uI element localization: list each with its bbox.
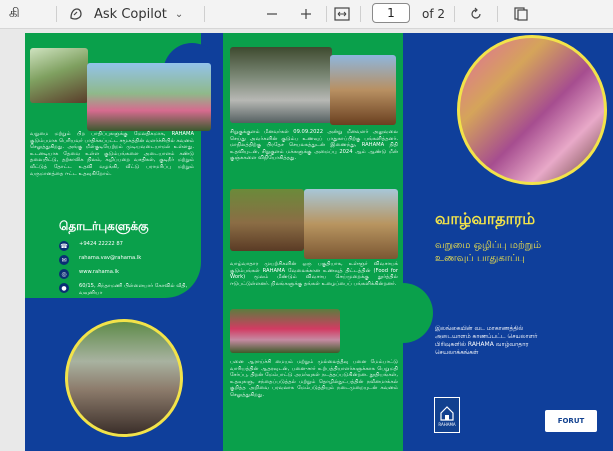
- page-total: [422, 0, 445, 28]
- zoom-out-button[interactable]: [264, 0, 280, 28]
- contact-email: rahama.vav@rahama.lk: [79, 255, 142, 261]
- panel2-paragraph-1: சிறுகுக்குளம் மீனவர்கள் 09.09.2022 அன்று மீனவளர் அலுவலை செய்து அவர்களின் குடும்ப உணவுப் பாதுகாப்பிற்கு பங்களித்தனர். மாநிலத்திற்கு பிரதேச செயலகத்துடன் இணைந்து, RAHAMA நிதி உதவியுடன், சிறுகுளம் மக்களுக்கு அமைப்பு 2024 ஆம் ஆண்டு மீன் குஞ்சுகளை விநியோகித்தது.: [230, 129, 398, 162]
- subtitle-line-2: உணவுப் பாதுகாப்பு: [435, 253, 525, 264]
- page-number-input[interactable]: [372, 3, 410, 23]
- panel1-paragraph: வறுமை மற்றும் பிற பாதிப்புகளுக்கு மேலதிகமாக, RAHAMA குடும்பமாக பெரியவர் பாதிக்கப்பட்ட சமூகத்தின் வளர்ச்சியில் கவனம் செலுத்துகிறது. அங்கு மீள்குடியேற்றம் முடியவடையாமல் உள்ளது. உடனடியாக தேவை உள்ள குடும்பங்களை அடையாளம் கண்டு தலையிட்டு, தற்காலிக நிலம், கழிப்பறை வசதிகள், குடிநீர் மற்றும் வீட்டுத் தோட்ட உதவி வழங்கி, வீட்டு பராமரிப்பு மற்றும் வருமானத்தை ஈட்ட உதவுகிறோம்.: [30, 131, 194, 177]
- decor-green-corner: [403, 283, 433, 343]
- contact-web: www.rahama.lk: [79, 269, 120, 275]
- photo-fish-harvest: [230, 47, 332, 123]
- globe-icon: ◎: [59, 269, 69, 279]
- photo-garden-work: [30, 48, 88, 103]
- contact-address-row: [59, 283, 189, 296]
- page-total-label: of 2: [422, 7, 446, 21]
- viewer-toolbar: [0, 0, 613, 29]
- toolbar-divider: [360, 6, 361, 22]
- page-current: 1: [387, 6, 395, 20]
- rahama-logo: [434, 397, 460, 433]
- photo-palm-training: [230, 309, 340, 353]
- copilot-icon: [68, 6, 84, 22]
- phone-icon: ☎: [60, 242, 68, 250]
- panel2-paragraph-3: பனை ஆராய்ச்சி மையம் மற்றும் முல்லைத்தீவு பனை மேம்பாட்டு வாரியத்தின் ஆதரவுடன், பனை-சார் உற்பத்தியாளர்களுக்காக பெறுமதி சேர்ப்பு, திறன் மேம்பாட்டு அமர்வுகள் நடத்தப்படுகின்றன. நூதியங்கள், உதவுகளு, சந்தைப்படுத்தல் மற்றும் தொழில்நுட்பத்தின் நவீனமாக்கல் குறித்த அறிவை பரவலாக மேம்படுத்தியும் நடைமுறையுடன் கவனம் செலுத்துகிறது.: [230, 359, 398, 398]
- contact-address: 60/15, சிந்தாமணி பிள்ளையார் கோவில் வீதி, வவுனியா: [79, 283, 188, 296]
- forut-logo-text: FORUT: [557, 417, 585, 425]
- forut-logo: [545, 410, 597, 432]
- desc-line-4: செயலாக்கங்கள்: [435, 349, 479, 356]
- ask-copilot-button[interactable]: [68, 0, 183, 28]
- contact-web-row: [59, 269, 119, 279]
- brochure-page: [25, 33, 613, 451]
- brochure-subtitle: [435, 239, 541, 265]
- rotate-icon: [468, 6, 484, 22]
- toolbar-divider: [326, 6, 327, 22]
- toolbar-divider: [497, 6, 498, 22]
- contact-phone: +9424 22222 87: [79, 241, 123, 247]
- photo-circle-workshop: [65, 319, 183, 437]
- desc-line-2: அடையாளம் காணப்பட்ட செயலாளர்: [435, 333, 538, 340]
- chevron-down-icon: ⌄: [174, 8, 184, 20]
- zoom-in-button[interactable]: [298, 0, 314, 28]
- minus-icon: [264, 6, 280, 22]
- app-logo: [9, 0, 20, 28]
- rotate-button[interactable]: [468, 0, 484, 28]
- email-icon: ✉: [59, 255, 69, 265]
- subtitle-line-1: வறுமை ஒழிப்பு மற்றும்: [435, 240, 542, 251]
- photo-field-work: [230, 189, 304, 251]
- toolbar-divider: [454, 6, 455, 22]
- toolbar-divider: [204, 6, 205, 22]
- plus-icon: [298, 6, 314, 22]
- ask-copilot-label: Ask Copilot: [94, 6, 167, 22]
- house-icon: [439, 404, 455, 422]
- photo-farmers: [304, 189, 398, 259]
- app-logo-glyph: கி: [9, 6, 20, 21]
- page-view-button[interactable]: [513, 0, 529, 28]
- fit-width-icon: [334, 6, 350, 22]
- desc-line-1: இலங்கையின் வட மாகாணத்தில்: [435, 325, 524, 332]
- contact-phone-row: [59, 241, 123, 251]
- panel2-paragraph-2: வாழ்வாதார முயற்சிகளின் ஒரு பகுதியாக, உள்ளூர் விவசாயக் குடும்பங்கள் RAHAMA வேலைக்கான உணவுத் திட்டத்தின் (Food for Work) மூலம் மீண்டும் விவசாய செய்முறைக்கு தூர்த்தில் ஈடுபட்டுள்ளனர். நிலங்களுக்கு தங்கள் உழைப்பைப் பங்களிக்கின்றனர்.: [230, 261, 398, 287]
- photo-circle-products: [457, 35, 607, 185]
- contact-title: தொடர்புகளுக்கு: [59, 219, 149, 233]
- brochure-description: [435, 325, 537, 357]
- fit-page-button[interactable]: [334, 0, 350, 28]
- photo-community-group: [87, 63, 211, 131]
- toolbar-divider: [56, 6, 57, 22]
- brochure-title: வாழ்வாதாரம்: [435, 209, 536, 228]
- contact-email-row: [59, 255, 141, 265]
- location-icon: ●: [59, 283, 69, 293]
- desc-line-3: பிரிவுகளில் RAHAMA வாழ்வாதார: [435, 341, 529, 348]
- photo-fisherman: [330, 55, 396, 125]
- page-view-icon: [513, 6, 529, 22]
- rahama-logo-text: RAHAMA: [438, 421, 456, 427]
